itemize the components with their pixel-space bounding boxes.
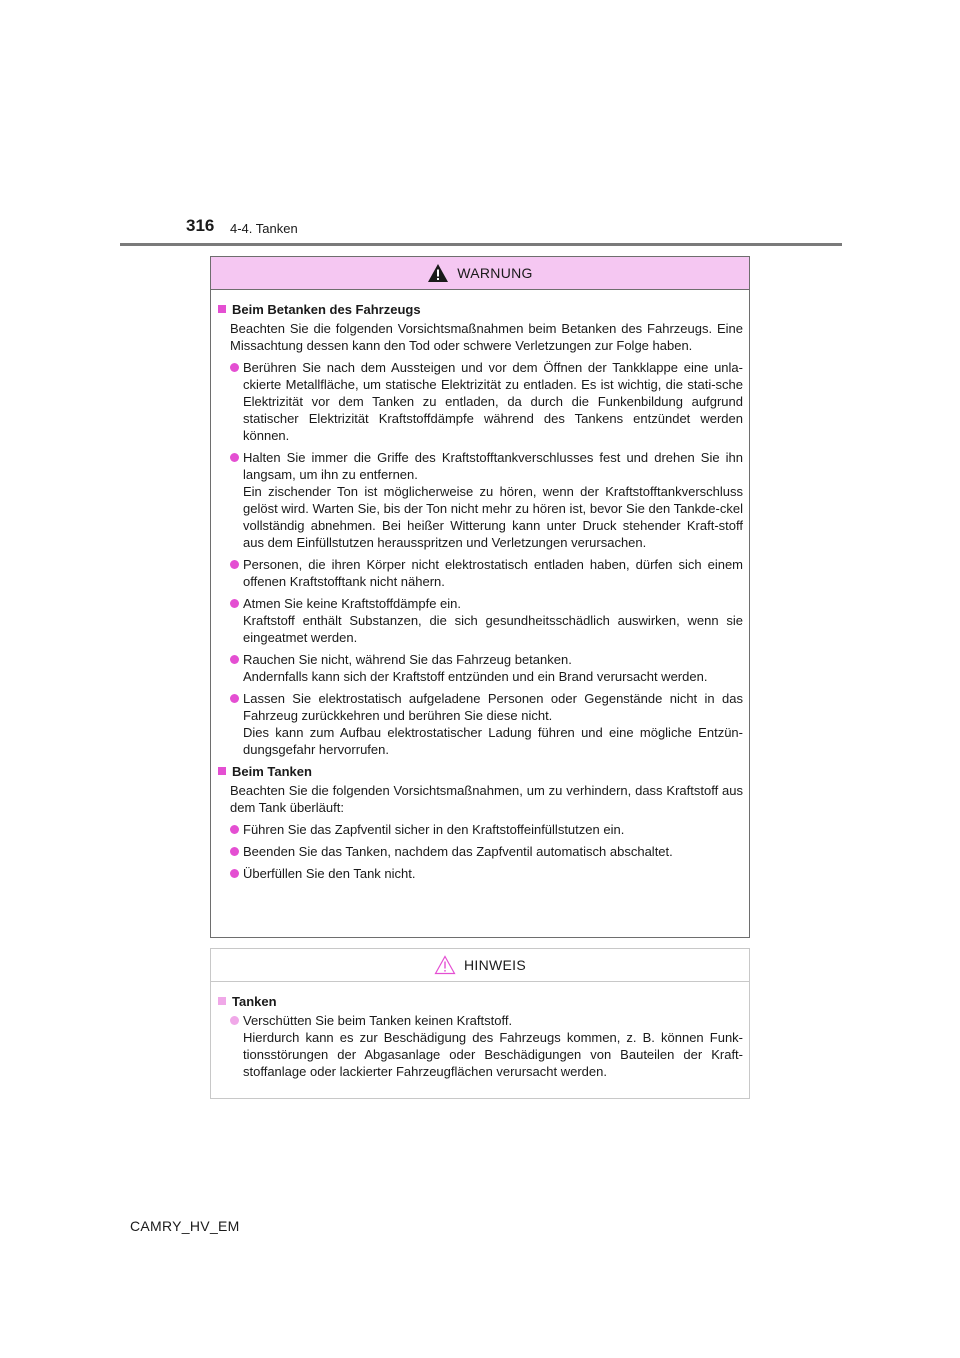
bullet-dot-icon	[230, 560, 239, 569]
bullet-dot-icon	[230, 363, 239, 372]
list-item	[217, 1012, 743, 1080]
document-code: CAMRY_HV_EM	[130, 1218, 240, 1234]
list-item-line: Kraftstoff enthält Substanzen, die sich gesundheitsschädlich auswirken, wenn sie eingeatmet werden.	[243, 613, 743, 645]
list-item	[217, 865, 743, 882]
square-bullet-icon	[218, 997, 226, 1005]
list-item-line: Verschütten Sie beim Tanken keinen Kraftstoff.	[243, 1013, 513, 1028]
list-item	[217, 843, 743, 860]
bullet-dot-icon	[230, 694, 239, 703]
list-item-line: Ein zischender Ton ist möglicherweise zu hören, wenn der Kraftstofftankverschluss gelöst wird. Warten Sie, bis der Ton nicht mehr zu hören ist, bevor Sie den Tankde-ckel vollständig abnehmen. Bei heißer Witterung kann unter Druck stehender Kraft-stoff aus dem Einfüllstutzen herausspritzen und Verletzungen verursachen.	[243, 484, 743, 550]
note-title: HINWEIS	[464, 957, 526, 973]
section-intro: Beachten Sie die folgenden Vorsichtsmaßnahmen, um zu verhindern, dass Kraftstoff aus dem Tank überläuft:	[230, 783, 743, 815]
page-number: 316	[186, 216, 215, 235]
caution-triangle-outline-icon	[434, 955, 456, 975]
list-item-line: Dies kann zum Aufbau elektrostatischer Ladung führen und eine mögliche Entzün-dungsgefahr hervorrufen.	[243, 725, 743, 757]
note-box	[210, 948, 750, 1099]
list-item-text	[243, 690, 743, 758]
list-item-text	[243, 449, 743, 551]
list-item-text	[243, 651, 743, 685]
note-content	[211, 982, 749, 1080]
list-item	[217, 821, 743, 838]
list-item-line: Rauchen Sie nicht, während Sie das Fahrzeug betanken.	[243, 652, 572, 667]
bullet-dot-icon	[230, 869, 239, 878]
warning-box	[210, 256, 750, 938]
bullet-dot-icon	[230, 453, 239, 462]
list-item-line: Lassen Sie elektrostatisch aufgeladene Personen oder Gegenstände nicht in das Fahrzeug zurückkehren und berühren Sie diese nicht.	[243, 691, 743, 723]
bullet-dot-icon	[230, 655, 239, 664]
list-item-line: Halten Sie immer die Griffe des Kraftstofftankverschlusses fest und drehen Sie ihn langsam, um ihn zu entfernen.	[243, 450, 743, 482]
warning-title: WARNUNG	[457, 265, 533, 281]
section-intro: Beachten Sie die folgenden Vorsichtsmaßnahmen beim Betanken des Fahrzeugs. Eine Missachtung dessen kann den Tod oder schwere Verletzungen zur Folge haben.	[230, 321, 743, 353]
square-bullet-icon	[218, 767, 226, 775]
bullet-dot-icon	[230, 847, 239, 856]
list-item	[217, 449, 743, 551]
list-item-text	[243, 821, 743, 838]
list-item-line: Hierdurch kann es zur Beschädigung des Fahrzeugs kommen, z. B. können Funk-tionsstörungen der Abgasanlage oder Beschädigungen von Bauteilen der Kraft-stoffanlage oder lackierter Fahrzeugflächen verursacht werden.	[243, 1030, 743, 1079]
list-item-line: Berühren Sie nach dem Aussteigen und vor dem Öffnen der Tankklappe eine unla-ckierte Metallfläche, um statische Elektrizität zu entladen. Es ist wichtig, die stati-sche Elektrizität vor dem Tanken zu entladen, da durch die Funkenbildung aufgrund statischer Elektrizität Kraftstoffdämpfe während des Tankens entzündet werden können.	[243, 360, 743, 443]
bullet-dot-icon	[230, 599, 239, 608]
list-item	[217, 556, 743, 590]
list-item-text	[243, 595, 743, 646]
warning-content	[211, 290, 749, 882]
list-item-line: Überfüllen Sie den Tank nicht.	[243, 866, 416, 881]
bullet-dot-icon	[230, 1016, 239, 1025]
list-item-text	[243, 359, 743, 444]
header-rule	[120, 243, 842, 246]
square-bullet-icon	[218, 305, 226, 313]
section-heading	[217, 301, 743, 318]
section-heading-text: Beim Betanken des Fahrzeugs	[232, 302, 421, 317]
note-header	[211, 949, 749, 982]
section-heading	[217, 993, 743, 1010]
section-heading-text: Beim Tanken	[232, 764, 312, 779]
list-item-line: Führen Sie das Zapfventil sicher in den Kraftstoffeinfüllstutzen ein.	[243, 822, 625, 837]
list-item-text	[243, 843, 743, 860]
list-item	[217, 690, 743, 758]
list-item-text	[243, 865, 743, 882]
list-item-text	[243, 556, 743, 590]
warning-triangle-icon	[427, 263, 449, 283]
list-item	[217, 359, 743, 444]
section-title: 4-4. Tanken	[230, 221, 298, 236]
section-heading-text: Tanken	[232, 994, 277, 1009]
list-item-line: Beenden Sie das Tanken, nachdem das Zapfventil automatisch abschaltet.	[243, 844, 673, 859]
list-item	[217, 595, 743, 646]
list-item-line: Andernfalls kann sich der Kraftstoff entzünden und ein Brand verursacht werden.	[243, 669, 708, 684]
list-item	[217, 651, 743, 685]
list-item-line: Atmen Sie keine Kraftstoffdämpfe ein.	[243, 596, 461, 611]
bullet-dot-icon	[230, 825, 239, 834]
section-heading	[217, 763, 743, 780]
list-item-line: Personen, die ihren Körper nicht elektrostatisch entladen haben, dürfen sich einem offenen Kraftstofftank nicht nähern.	[243, 557, 743, 589]
warning-header	[211, 257, 749, 290]
list-item-text	[243, 1012, 743, 1080]
